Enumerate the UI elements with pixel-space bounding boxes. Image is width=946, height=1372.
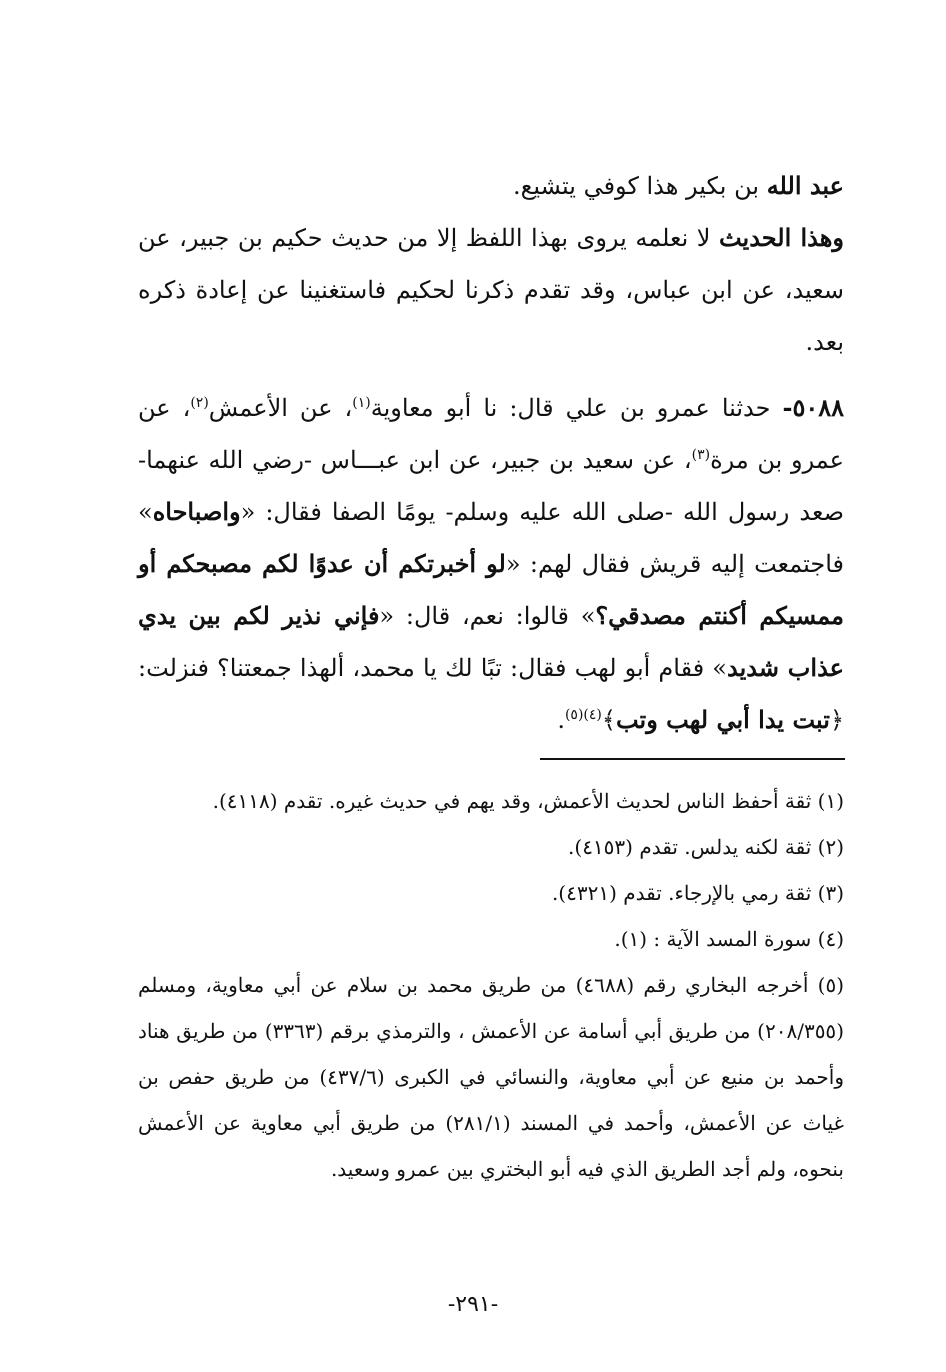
paragraph-2: وهذا الحديث لا نعلمه يروى بهذا اللفظ إلا من حديث حكيم بن جبير، عن سعيد، عن ابن عباس، وقد تقدم ذكرنا لحكيم فاستغنينا عن إعادة ذكره بعد.: [138, 223, 844, 356]
hadith-paragraph: ٥٠٨٨- حدثنا عمرو بن علي قال: نا أبو معاوية$^{(١)}$، عن الأعمش$^{(٢)}$، عن عمرو بن مرة$^{(٣)}$، عن سعيد بن جبير، عن ابن عبـــاس -رضي الله عنهما- صعد رسول الله -صلى الله عليه وسلم- يومًا الصفا فقال: «واصباحاه» فاجتمعت إليه قريش فقال لهم: «لو أخبرتكم أن عدوًا لكم مصبحكم أو ممسيكم أكنتم مصدقي؟» قالوا: نعم، قال: «فإني نذير لكم بين يدي عذاب شديد» فقام أبو لهب فقال: تبًا لك يا محمد، ألهذا جمعتنا؟ فنزلت: ﴿تبت يدا أبي لهب وتب﴾$^{(٤)(٥)}$.: [138, 393, 845, 734]
quran-verse: تبت يدا أبي لهب وتب: [615, 705, 830, 734]
paragraph-1: عبد الله بن بكير هذا كوفي يتشيع.: [512, 171, 844, 200]
footnote-5: (٥) أخرجه البخاري رقم (٤٦٨٨) من طريق محمد بن سلام عن أبي معاوية، ومسلم (٢٠٨/٣٥٥) من طريق أبي أسامة عن الأعمش ، والترمذي برقم (٣٣٦٣) من طريق هناد وأحمد بن منيع عن أبي معاوية، والنسائي في الكبرى (٤٣٧/٦) من طريق حفص بن غياث عن الأعمش، وأحمد في المسند (٢٨١/١) من طريق أبي معاوية عن الأعمش بنحوه، ولم أجد الطريق الذي فيه أبو البختري بين عمرو وسعيد.: [138, 973, 844, 1181]
hadith-number: ٥٠٨٨-: [782, 393, 845, 422]
footnotes: [138, 778, 844, 1192]
main-text: [138, 160, 844, 746]
footnote-ref-2: (٢): [190, 395, 209, 411]
footnote-3: (٣) ثقة رمي بالإرجاء. تقدم (٤٣٢١).: [551, 881, 844, 905]
footnote-1: (١) ثقة أحفظ الناس لحديث الأعمش، وقد يهم في حديث غيره. تقدم (٤١١٨).: [212, 789, 844, 813]
footnote-ref-4-5: (٤)(٥): [564, 707, 602, 723]
page-number: -٢٩١-: [447, 1292, 499, 1317]
bold-term: وهذا الحديث: [718, 223, 844, 252]
prophet-quote-2: لو أخبرتكم أن عدوًا لكم مصبحكم أو ممسيكم أكنتم مصدقي؟: [138, 549, 844, 630]
footnote-ref-3: (٣): [691, 447, 711, 463]
prophet-quote-3: فإني نذير لكم بين يدي عذاب شديد: [138, 601, 844, 682]
footnote-ref-1: (١): [352, 395, 371, 411]
bold-term: عبد الله: [766, 171, 844, 200]
footnote-4: (٤) سورة المسد الآية : (١).: [614, 927, 844, 951]
footnote-separator: [540, 758, 845, 760]
prophet-quote-1: واصباحاه: [152, 497, 241, 526]
footnote-2: (٢) ثقة لكنه يدلس. تقدم (٤١٥٣).: [568, 835, 844, 859]
